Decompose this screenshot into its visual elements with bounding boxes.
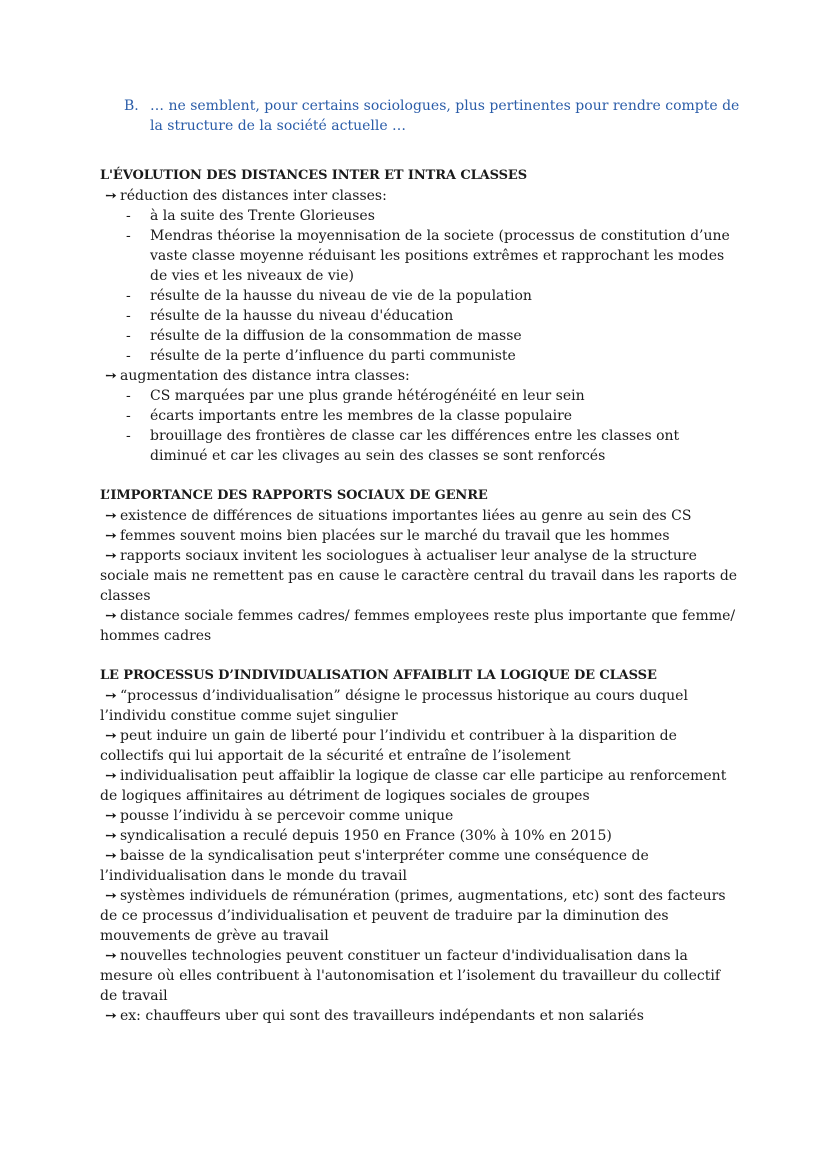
arrow-icon: ➙: [105, 508, 117, 524]
dash-marker: -: [126, 348, 131, 364]
arrow-point: ➙ systèmes individuels de rémunération (primes, augmentations, etc) sont des facteurs de ce processus d’individualisation et peuvent de traduire par la diminution des mouvements de grève au travail: [100, 888, 726, 944]
section-heading: L’IMPORTANCE DES RAPPORTS SOCIAUX DE GENRE: [100, 488, 488, 503]
list-item: - brouillage des frontières de classe car les différences entre les classes ont diminué et car les clivages au sein des classes se sont renforcés: [126, 428, 680, 464]
subheading-text: … ne semblent, pour certains sociologues, plus pertinentes pour rendre compte de la structure de la société actuelle …: [150, 98, 740, 134]
list-item: - résulte de la diffusion de la consommation de masse: [126, 328, 522, 344]
section-distances: [100, 166, 740, 466]
arrow-icon: ➙: [105, 1008, 117, 1024]
list-item: - résulte de la perte d’influence du parti communiste: [126, 348, 516, 364]
list-item: - CS marquées par une plus grande hétérogénéité en leur sein: [126, 388, 585, 404]
arrow-point: ➙ “processus d’individualisation” désigne le processus historique au cours duquel l’individu constitue comme sujet singulier: [100, 688, 688, 724]
arrow-point: ➙ femmes souvent moins bien placées sur le marché du travail que les hommes: [100, 526, 740, 546]
arrow-icon: ➙: [105, 548, 117, 564]
arrow-icon: ➙: [105, 948, 117, 964]
list-item: - Mendras théorise la moyennisation de la societe (processus de constitution d’une vaste classe moyenne réduisant les positions extrêmes et rapprochant les modes de vies et les niveaux de vie): [126, 228, 730, 284]
arrow-icon: ➙: [105, 688, 117, 704]
arrow-icon: ➙: [105, 808, 117, 824]
arrow-point: ➙ distance sociale femmes cadres/ femmes employees reste plus importante que femme/ hommes cadres: [100, 608, 736, 644]
arrow-point: ➙ réduction des distances inter classes:: [100, 186, 740, 206]
arrow-point: ➙ baisse de la syndicalisation peut s'interpréter comme une conséquence de l’individualisation dans le monde du travail: [100, 848, 649, 884]
dash-marker: -: [126, 208, 131, 224]
subheading-b: [100, 96, 740, 136]
arrow-icon: ➙: [105, 888, 117, 904]
arrow-point: ➙ rapports sociaux invitent les sociologues à actualiser leur analyse de la structure sociale mais ne remettent pas en cause le caractère central du travail dans les raports de classes: [100, 548, 738, 604]
dash-marker: -: [126, 228, 131, 244]
arrow-icon: ➙: [105, 848, 117, 864]
dash-marker: -: [126, 308, 131, 324]
list-item: - écarts importants entre les membres de la classe populaire: [126, 408, 573, 424]
dash-marker: -: [126, 408, 131, 424]
list-item: - résulte de la hausse du niveau d'éducation: [126, 308, 454, 324]
arrow-icon: ➙: [105, 608, 117, 624]
arrow-icon: ➙: [105, 828, 117, 844]
arrow-point: ➙ peut induire un gain de liberté pour l’individu et contribuer à la disparition de collectifs qui lui apportait de la sécurité et entraîne de l’isolement: [100, 728, 677, 764]
list-item: - résulte de la hausse du niveau de vie de la population: [126, 288, 532, 304]
section-heading: L'ÉVOLUTION DES DISTANCES INTER ET INTRA CLASSES: [100, 168, 528, 183]
arrow-point: ➙ ex: chauffeurs uber qui sont des travailleurs indépendants et non salariés: [100, 1006, 740, 1026]
arrow-point: ➙ individualisation peut affaiblir la logique de classe car elle participe au renforcement de logiques affinitaires au détriment de logiques sociales de groupes: [100, 768, 727, 804]
arrow-icon: ➙: [105, 768, 117, 784]
arrow-point: ➙ pousse l’individu à se percevoir comme unique: [100, 806, 740, 826]
arrow-icon: ➙: [105, 368, 117, 384]
arrow-icon: ➙: [105, 188, 117, 204]
arrow-point: ➙ syndicalisation a reculé depuis 1950 en France (30% à 10% en 2015): [100, 826, 740, 846]
dash-marker: -: [126, 428, 131, 444]
arrow-icon: ➙: [105, 528, 117, 544]
subheading-letter: B.: [124, 98, 139, 114]
dash-marker: -: [126, 388, 131, 404]
document-page: [100, 96, 740, 1046]
arrow-point: ➙ nouvelles technologies peuvent constituer un facteur d'individualisation dans la mesure où elles contribuent à l'autonomisation et l’isolement du travailleur du collectif de travail: [100, 948, 721, 1004]
dash-marker: -: [126, 328, 131, 344]
arrow-point: ➙ existence de différences de situations importantes liées au genre au sein des CS: [100, 506, 740, 526]
list-item: - à la suite des Trente Glorieuses: [126, 208, 375, 224]
section-genre: [100, 486, 740, 646]
section-individualisation: [100, 666, 740, 1026]
dash-marker: -: [126, 288, 131, 304]
section-heading: LE PROCESSUS D’INDIVIDUALISATION AFFAIBLIT LA LOGIQUE DE CLASSE: [100, 668, 657, 683]
arrow-icon: ➙: [105, 728, 117, 744]
arrow-point: ➙ augmentation des distance intra classes:: [100, 366, 740, 386]
